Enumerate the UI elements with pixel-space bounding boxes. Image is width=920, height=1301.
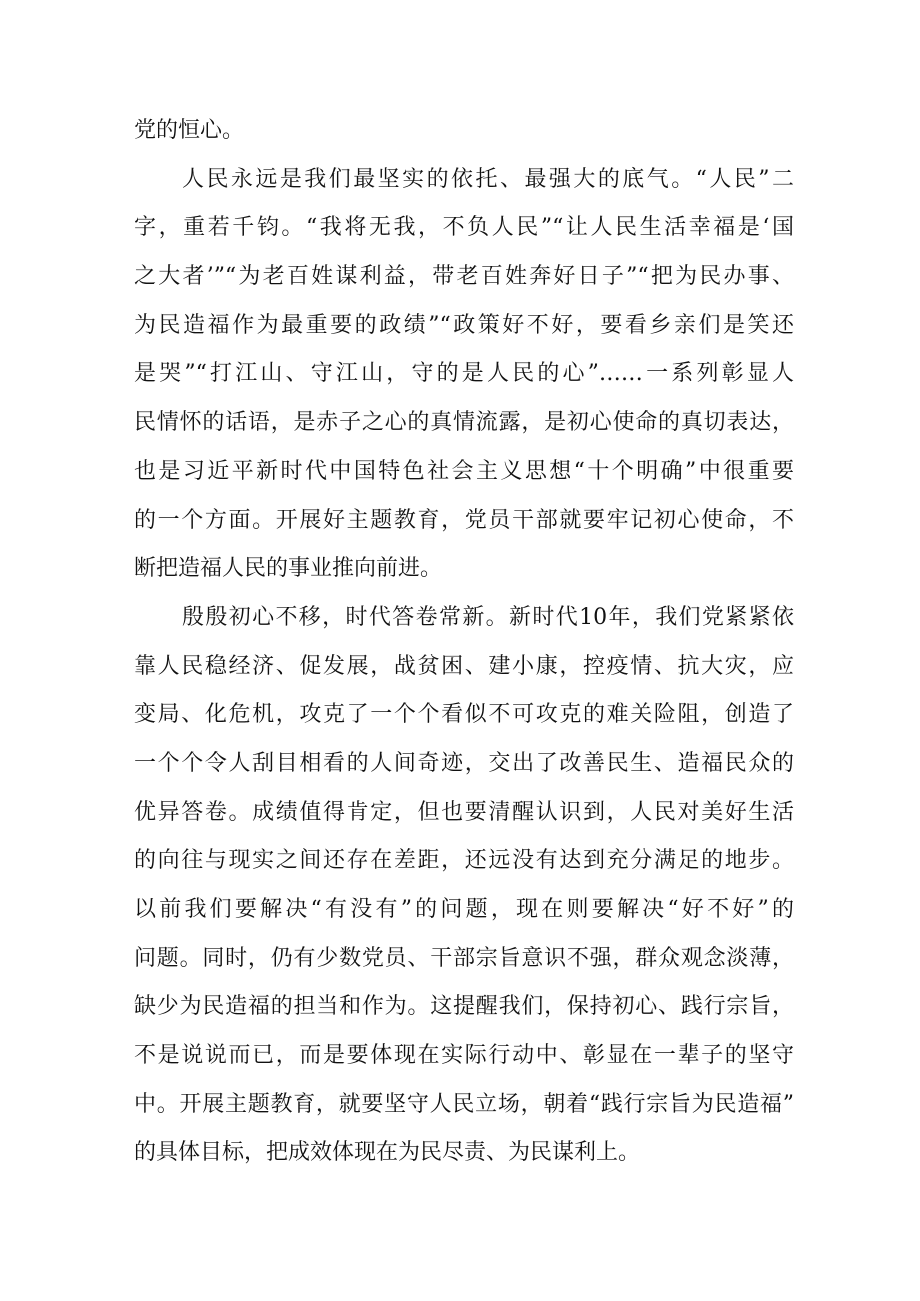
paragraph-1: [134, 107, 794, 156]
paragraph-3: [134, 594, 794, 1178]
text-line: 优异答卷。成绩值得肯定，但也要清醒认识到，人民对美好生活: [134, 799, 794, 825]
text-line: 断把造福人民的事业推向前进。: [134, 556, 443, 582]
text-line: 的具体目标，把成效体现在为民尽责、为民谋利上。: [134, 1140, 641, 1166]
text-line: 问题。同时，仍有少数党员、干部宗旨意识不强，群众观念淡薄，: [134, 945, 794, 971]
text-line: 也是习近平新时代中国特色社会主义思想“十个明确”中很重要: [134, 458, 794, 484]
paragraph-2: [134, 156, 794, 594]
text-line: 的向往与现实之间还存在差距，还远没有达到充分满足的地步。: [134, 848, 794, 874]
text-line: 人民永远是我们最坚实的依托、最强大的底气。“人民”二: [182, 166, 794, 192]
document-body: [134, 107, 794, 1178]
text-line: 中。开展主题教育，就要坚守人民立场，朝着“践行宗旨为民造福”: [134, 1091, 794, 1117]
text-line: 变局、化危机，攻克了一个个看似不可攻克的难关险阻，创造了: [134, 702, 794, 728]
text-line: 是哭”“打江山、守江山，守的是人民的心”……一系列彰显人: [134, 361, 794, 387]
text-line: 一个个令人刮目相看的人间奇迹，交出了改善民生、造福民众的: [134, 750, 794, 776]
text-line: 的一个方面。开展好主题教育，党员干部就要牢记初心使命，不: [134, 507, 794, 533]
text-line: 缺少为民造福的担当和作为。这提醒我们，保持初心、践行宗旨，: [134, 994, 794, 1020]
text-line: 不是说说而已，而是要体现在实际行动中、彰显在一辈子的坚守: [134, 1043, 794, 1069]
text-line: 靠人民稳经济、促发展，战贫困、建小康，控疫情、抗大灾，应: [134, 653, 794, 679]
text-line: 以前我们要解决“有没有”的问题，现在则要解决“好不好”的: [134, 897, 794, 922]
text-line: 之大者’”“为老百姓谋利益，带老百姓奔好日子”“把为民办事、: [134, 264, 794, 290]
text-line: 党的恒心。: [134, 118, 245, 143]
text-line: 殷殷初心不移，时代答卷常新。新时代10年，我们党紧紧依: [182, 604, 794, 630]
text-line: 为民造福作为最重要的政绩”“政策好不好，要看乡亲们是笑还: [134, 312, 794, 338]
text-line: 民情怀的话语，是赤子之心的真情流露，是初心使命的真切表达，: [134, 410, 794, 436]
text-line: 字，重若千钧。“我将无我，不负人民”“让人民生活幸福是‘国: [134, 215, 794, 241]
